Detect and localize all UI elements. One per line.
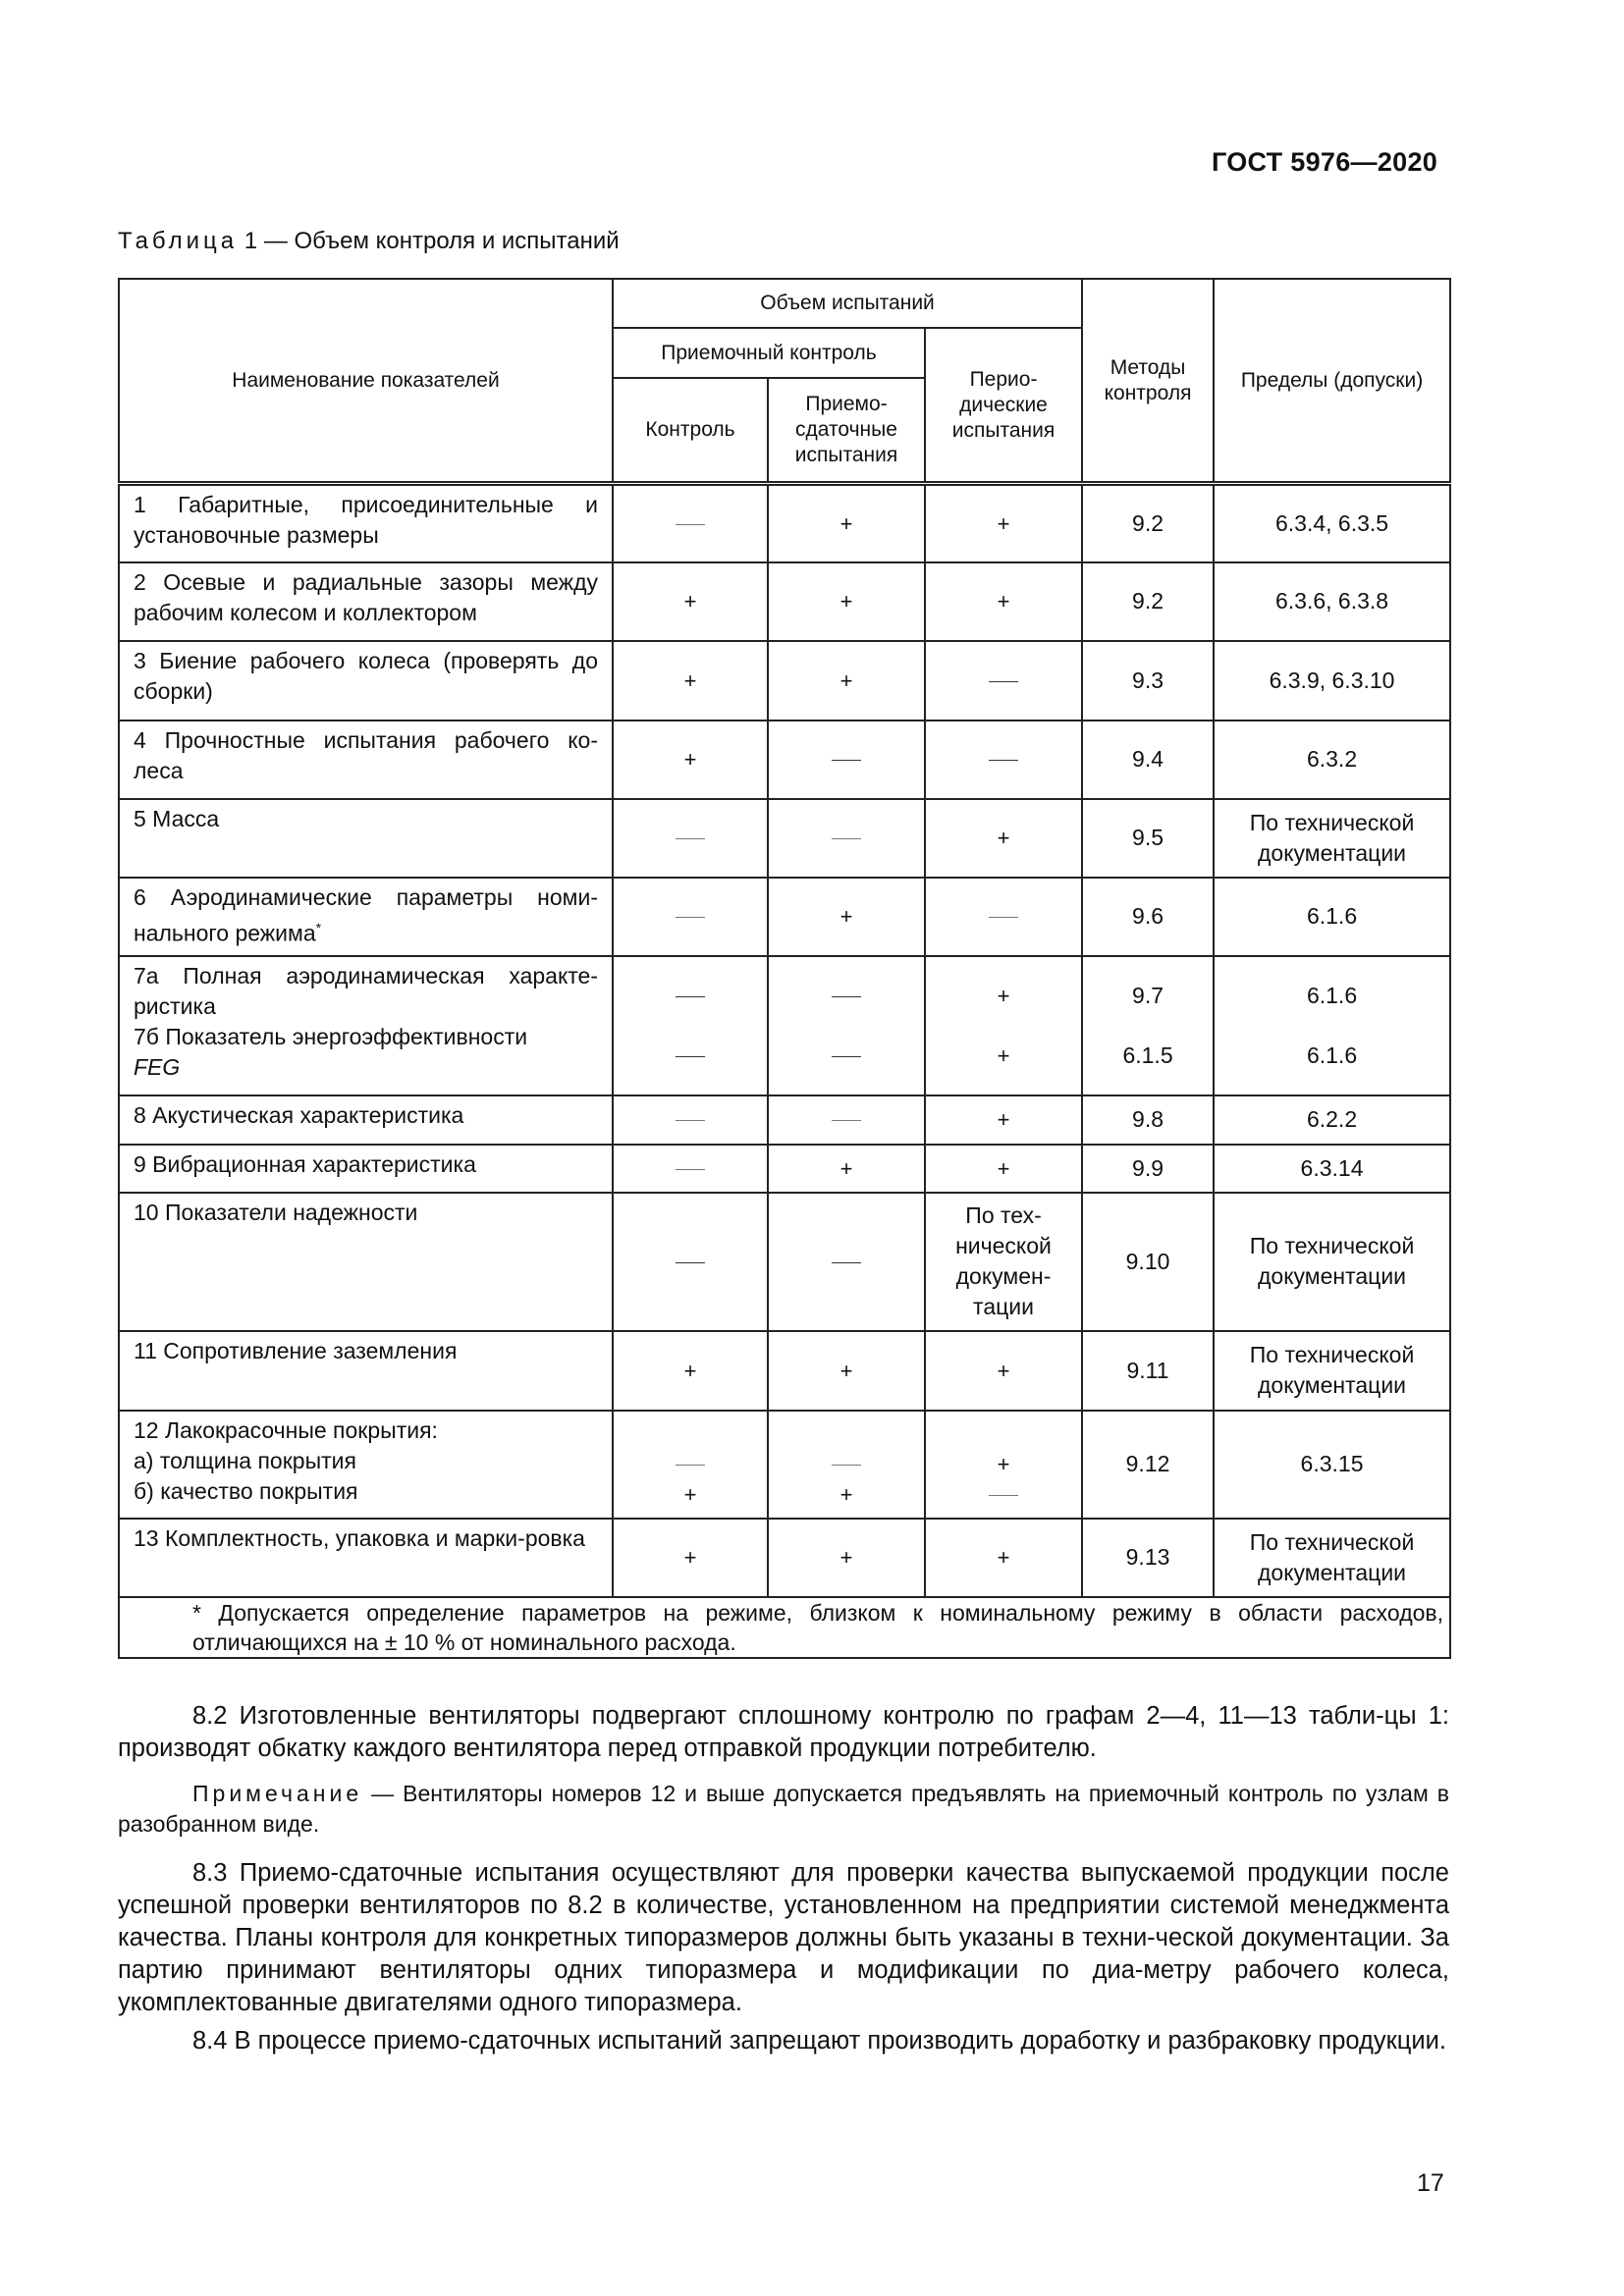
row-name: 7а Полная аэродинамическая характе-ристика 7б Показатель энергоэффективности FEG xyxy=(119,956,613,1095)
paragraph-8-2: 8.2 Изготовленные вентиляторы подвергают сплошному контролю по графам 2—4, 11—13 табли-цы 1: производят обкатку каждого вентилятора перед отправкой продукции потребителю. xyxy=(118,1702,1449,1762)
cell-control xyxy=(613,484,768,562)
table-row xyxy=(119,1331,1450,1411)
cell-handover: + xyxy=(768,562,925,641)
dash-mark xyxy=(676,1262,705,1263)
cell-method: 9.8 xyxy=(1082,1095,1214,1145)
page-number: 17 xyxy=(1417,2169,1444,2197)
row-name: 10 Показатели надежности xyxy=(119,1193,613,1331)
dash-mark xyxy=(989,681,1018,682)
cell-control xyxy=(613,799,768,878)
subitem-a: а) толщина покрытия xyxy=(134,1447,356,1473)
dash-mark xyxy=(676,1169,705,1170)
cell-method: 9.5 xyxy=(1082,799,1214,878)
cell-periodic xyxy=(925,878,1082,956)
table-footnote: * Допускается определение параметров на режиме, близком к номинальному режиму в области расходов, отличающихся на ± 10 % от номинального расхода. xyxy=(119,1597,1450,1658)
dash-mark xyxy=(676,838,705,839)
cell-limits: 6.3.15 xyxy=(1214,1411,1450,1519)
footnote-mark: * xyxy=(315,919,322,935)
cell-control: + xyxy=(613,562,768,641)
cell-limits: 6.3.2 xyxy=(1214,721,1450,799)
row-name: 4 Прочностные испытания рабочего ко-леса xyxy=(119,721,613,799)
cell-handover xyxy=(768,956,925,1095)
table-caption-label: Таблица xyxy=(118,228,239,254)
subitem-b: б) качество покрытия xyxy=(134,1477,358,1504)
dash-mark xyxy=(676,1056,705,1057)
cell-handover xyxy=(768,1193,925,1331)
cell-limits: 6.3.4, 6.3.5 xyxy=(1214,484,1450,562)
cell-periodic: + xyxy=(925,562,1082,641)
table-row xyxy=(119,1145,1450,1193)
table-row xyxy=(119,1193,1450,1331)
cell-periodic: + xyxy=(925,1095,1082,1145)
cell-periodic: + xyxy=(925,484,1082,562)
cell-limits: 6.3.9, 6.3.10 xyxy=(1214,641,1450,721)
table-row xyxy=(119,878,1450,956)
cell-handover: + xyxy=(768,484,925,562)
dash-mark xyxy=(676,996,705,997)
cell-periodic xyxy=(925,721,1082,799)
cell-method: 9.10 xyxy=(1082,1193,1214,1331)
cell-periodic xyxy=(925,641,1082,721)
col-methods-header: Методы контроля xyxy=(1082,279,1214,484)
table-footnote-row xyxy=(119,1597,1450,1658)
cell-handover: + xyxy=(768,1411,925,1519)
row-name: 9 Вибрационная характеристика xyxy=(119,1145,613,1193)
cell-handover: + xyxy=(768,1519,925,1597)
row-name: 11 Сопротивление заземления xyxy=(119,1331,613,1411)
dash-mark xyxy=(676,1120,705,1121)
dash-mark xyxy=(832,838,861,839)
cell-control xyxy=(613,1145,768,1193)
note-text: — Вентиляторы номеров 12 и выше допускается предъявлять на приемочный контроль по узлам в разобранном виде. xyxy=(118,1781,1449,1837)
cell-handover: + xyxy=(768,1145,925,1193)
cell-limits: По технической документации xyxy=(1214,1519,1450,1597)
dash-mark xyxy=(832,760,861,761)
table-row xyxy=(119,1095,1450,1145)
dash-mark xyxy=(989,1495,1018,1496)
dash-mark xyxy=(989,760,1018,761)
cell-periodic: + xyxy=(925,1331,1082,1411)
dash-mark xyxy=(832,1056,861,1057)
table-caption-number: 1 xyxy=(244,228,258,254)
table-row xyxy=(119,1519,1450,1597)
dash-mark xyxy=(676,917,705,918)
cell-method: 9.13 xyxy=(1082,1519,1214,1597)
dash-mark xyxy=(832,1120,861,1121)
cell-handover: + xyxy=(768,641,925,721)
dash-mark xyxy=(676,524,705,525)
col-name-header: Наименование показателей xyxy=(119,279,613,484)
cell-limits: 6.3.6, 6.3.8 xyxy=(1214,562,1450,641)
cell-method: 9.11 xyxy=(1082,1331,1214,1411)
cell-method: 9.2 xyxy=(1082,562,1214,641)
table-caption-title: — Объем контроля и испытаний xyxy=(263,228,620,254)
col-acceptance-header: Приемочный контроль xyxy=(613,328,925,378)
cell-limits: 6.1.6 xyxy=(1214,878,1450,956)
dash-mark xyxy=(676,1465,705,1466)
table-row xyxy=(119,1411,1450,1519)
cell-method: 9.6 xyxy=(1082,878,1214,956)
cell-periodic: + xyxy=(925,1519,1082,1597)
cell-handover xyxy=(768,1095,925,1145)
note-paragraph xyxy=(118,1779,1449,1840)
table-row xyxy=(119,641,1450,721)
cell-method: 9.9 xyxy=(1082,1145,1214,1193)
cell-handover xyxy=(768,799,925,878)
col-control-header: Контроль xyxy=(613,378,768,484)
dash-mark xyxy=(832,996,861,997)
cell-periodic: По тех- нической докумен- тации xyxy=(925,1193,1082,1331)
cell-method: 9.4 xyxy=(1082,721,1214,799)
dash-mark xyxy=(832,1465,861,1466)
cell-periodic: + xyxy=(925,799,1082,878)
cell-control xyxy=(613,1193,768,1331)
col-handover-header: Приемо- сдаточные испытания xyxy=(768,378,925,484)
standard-header: ГОСТ 5976—2020 xyxy=(1212,147,1438,177)
table-row xyxy=(119,799,1450,878)
cell-control: + xyxy=(613,1411,768,1519)
cell-control: + xyxy=(613,641,768,721)
spec-table xyxy=(118,278,1451,1659)
cell-limits: 6.3.14 xyxy=(1214,1145,1450,1193)
col-limits-header: Пределы (допуски) xyxy=(1214,279,1450,484)
note-label: Примечание xyxy=(192,1781,363,1806)
cell-control xyxy=(613,1095,768,1145)
table-row xyxy=(119,562,1450,641)
cell-control: + xyxy=(613,721,768,799)
cell-method: 9.7 6.1.5 xyxy=(1082,956,1214,1095)
row-name: 13 Комплектность, упаковка и марки-ровка xyxy=(119,1519,613,1597)
cell-control xyxy=(613,878,768,956)
cell-limits: По технической документации xyxy=(1214,1193,1450,1331)
cell-control: + xyxy=(613,1519,768,1597)
cell-periodic: + + xyxy=(925,956,1082,1095)
cell-method: 9.3 xyxy=(1082,641,1214,721)
cell-control xyxy=(613,956,768,1095)
cell-method: 9.12 xyxy=(1082,1411,1214,1519)
cell-periodic: + xyxy=(925,1411,1082,1519)
cell-limits: По технической документации xyxy=(1214,1331,1450,1411)
row-name: 1 Габаритные, присоединительные и установочные размеры xyxy=(119,484,613,562)
dash-mark xyxy=(989,917,1018,918)
dash-mark xyxy=(832,1262,861,1263)
cell-handover xyxy=(768,721,925,799)
table-row xyxy=(119,721,1450,799)
table-caption xyxy=(118,228,620,255)
row-name: 6 Аэродинамические параметры номи-нального режима* xyxy=(119,878,613,956)
cell-periodic: + xyxy=(925,1145,1082,1193)
paragraph-8-4: 8.4 В процессе приемо-сдаточных испытаний запрещают производить доработку и разбраковку продукции. xyxy=(192,2027,1446,2055)
table-row xyxy=(119,956,1450,1095)
cell-handover: + xyxy=(768,1331,925,1411)
cell-handover: + xyxy=(768,878,925,956)
cell-control: + xyxy=(613,1331,768,1411)
cell-limits: 6.2.2 xyxy=(1214,1095,1450,1145)
paragraph-8-3: 8.3 Приемо-сдаточные испытания осуществляют для проверки качества выпускаемой продукции после успешной проверки вентиляторов по 8.2 в количестве, установленном на предприятии системой менеджмента качества. Планы контроля для конкретных типоразмеров должны быть указаны в техни-ческой документации. За партию принимают вентиляторы одних типоразмера и модификации по диа-метру рабочего колеса, укомплектованные двигателями одного типоразмера. xyxy=(118,1859,1449,2016)
col-volume-header: Объем испытаний xyxy=(613,279,1082,328)
cell-limits: По технической документации xyxy=(1214,799,1450,878)
row-name: 5 Масса xyxy=(119,799,613,878)
feg-label: FEG xyxy=(134,1053,181,1080)
row-name: 2 Осевые и радиальные зазоры между рабочим колесом и коллектором xyxy=(119,562,613,641)
col-periodic-header: Перио- дические испытания xyxy=(925,328,1082,484)
row-name: 12 Лакокрасочные покрытия: а) толщина покрытия б) качество покрытия xyxy=(119,1411,613,1519)
row-name: 3 Биение рабочего колеса (проверять до сборки) xyxy=(119,641,613,721)
table-row xyxy=(119,484,1450,562)
row-name: 8 Акустическая характеристика xyxy=(119,1095,613,1145)
cell-limits: 6.1.6 6.1.6 xyxy=(1214,956,1450,1095)
cell-method: 9.2 xyxy=(1082,484,1214,562)
